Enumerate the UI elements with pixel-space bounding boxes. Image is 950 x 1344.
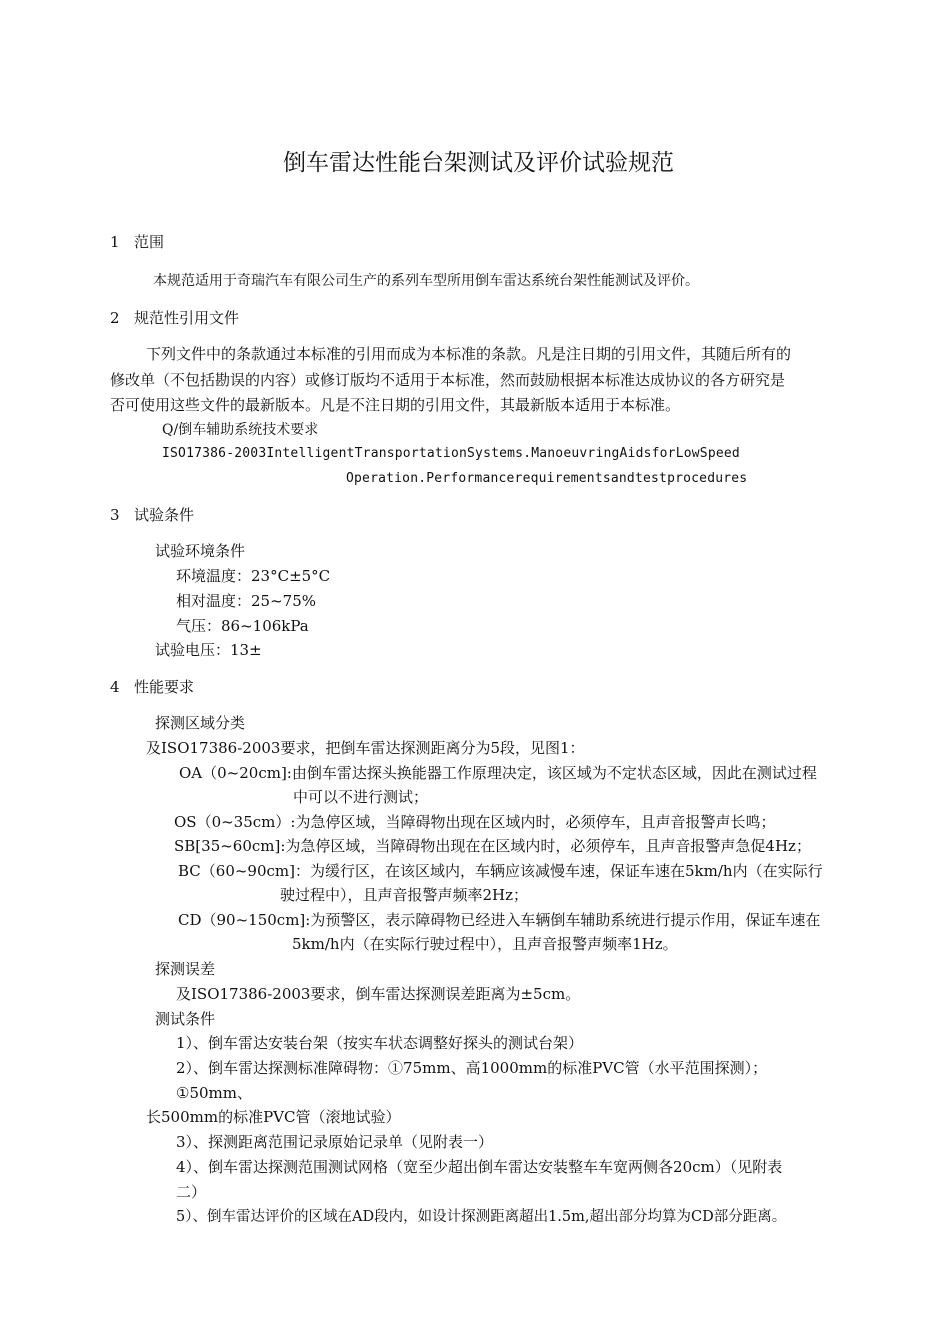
zone-item-continued: 中可以不进行测试； — [293, 788, 429, 806]
section-number: 3 — [110, 506, 120, 524]
subheading: 探测区域分类 — [155, 714, 246, 732]
section-heading: 性能要求 — [134, 678, 195, 696]
zone-item: CD（90~150cm]:为预警区，表示障碍物已经进入车辆倒车辅助系统进行提示作用，保证车速在 — [178, 911, 821, 929]
paragraph-line: 否可使用这些文件的最新版本。凡是不注日期的引用文件，其最新版本适用于本标准。 — [110, 396, 681, 414]
reference-item-continued: Operation.Performancerequirementsandtestprocedures — [346, 471, 748, 486]
zone-item-continued: 驶过程中），且声音报警声频率2Hz； — [280, 886, 529, 904]
list-item: 1）、倒车雷达安装台架（按实车状态调整好探头的测试台架） — [176, 1034, 584, 1052]
zone-item: OA（0~20cm]:由倒车雷达探头换能器工作原理决定，该区域为不定状态区域，因此在测试过程 — [179, 764, 817, 782]
zone-item: BC（60~90cm]：为缓行区，在该区域内，车辆应该减慢车速，保证车速在5km/h内（在实际行 — [178, 862, 823, 880]
condition-item: 气压：86~106kPa — [176, 617, 309, 635]
section-heading: 规范性引用文件 — [134, 309, 240, 327]
list-item-continued: 长500mm的标准PVC管（滚地试验） — [146, 1108, 401, 1126]
paragraph-line: 及ISO17386-2003要求，倒车雷达探测误差距离为±5cm。 — [176, 985, 581, 1003]
paragraph-line: 修改单（不包括勘误的内容）或修订版均不适用于本标准，然而鼓励根据本标准达成协议的各方研究是 — [110, 371, 786, 389]
list-item: 3）、探测距离范围记录原始记录单（见附表一） — [176, 1133, 494, 1151]
zone-item-continued: 5km/h内（在实际行驶过程中），且声音报警声频率1Hz。 — [292, 935, 678, 953]
section-heading: 试验条件 — [134, 506, 195, 524]
list-item: 2）、倒车雷达探测标准障碍物：①75mm、高1000mm的标准PVC管（水平范围探测）； — [176, 1059, 768, 1077]
document-title: 倒车雷达性能台架测试及评价试验规范 — [283, 150, 674, 176]
subheading: 试验环境条件 — [155, 542, 246, 560]
list-item-continued: ①50mm、 — [176, 1084, 252, 1102]
reference-item: ISO17386-2003IntelligentTransportationSystems.ManoeuvringAidsforLowSpeed — [162, 446, 740, 461]
zone-item: OS（0~35cm）:为急停区域，当障碍物出现在区域内时，必须停车，且声音报警声长鸣； — [174, 813, 776, 831]
paragraph-line: 下列文件中的条款通过本标准的引用而成为本标准的条款。凡是注日期的引用文件，其随后所有的 — [146, 345, 792, 363]
list-item-continued: 二） — [176, 1183, 207, 1201]
subheading: 探测误差 — [155, 960, 216, 978]
section-number: 2 — [110, 309, 120, 327]
section-number: 1 — [110, 233, 120, 251]
subheading: 测试条件 — [155, 1010, 216, 1028]
reference-item: Q/倒车辅助系统技术要求 — [162, 422, 319, 438]
section-heading: 范围 — [134, 233, 165, 251]
paragraph-line: 及ISO17386-2003要求，把倒车雷达探测距离分为5段，见图1： — [146, 739, 585, 757]
list-item: 5）、倒车雷达评价的区域在AD段内，如设计探测距离超出1.5m,超出部分均算为CD部分距离。 — [176, 1209, 787, 1225]
list-item: 4）、倒车雷达探测范围测试网格（宽至少超出倒车雷达安装整车车宽两侧各20cm）（见附表 — [176, 1158, 783, 1176]
condition-item: 试验电压：13± — [155, 641, 262, 659]
condition-item: 环境温度：23°C±5°C — [176, 567, 331, 585]
zone-item: SB[35~60cm]:为急停区域，当障碍物出现在在区域内时，必须停车，且声音报警声急促4Hz； — [174, 837, 811, 855]
condition-item: 相对温度：25~75% — [176, 592, 316, 610]
section-number: 4 — [110, 678, 120, 696]
paragraph: 本规范适用于奇瑞汽车有限公司生产的系列车型所用倒车雷达系统台架性能测试及评价。 — [153, 273, 699, 289]
